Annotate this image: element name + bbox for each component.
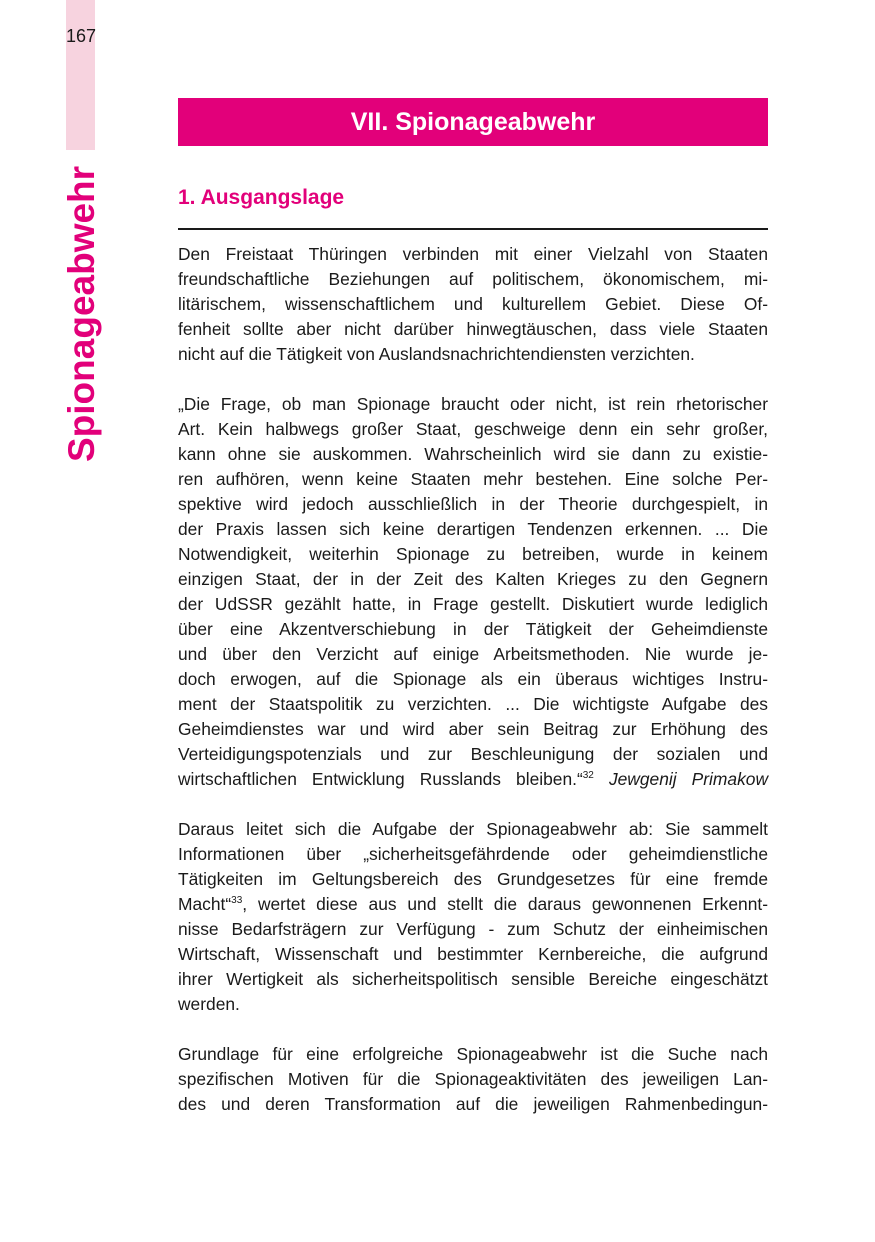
text-line: über eine Akzentverschiebung in der Tätigkeit der Geheimdienste [178, 619, 768, 639]
text-line: nicht auf die Tätigkeit von Auslandsnachrichtendiensten verzichten. [178, 344, 695, 364]
text-segment: , wertet diese aus und stellt die daraus gewonnenen Erkennt- [242, 894, 768, 914]
text-line: litärischem, wissenschaftlichem und kulturellem Gebiet. Diese Of- [178, 294, 768, 314]
paragraph-intro [178, 242, 768, 367]
paragraph-task [178, 817, 768, 1017]
text-line: Tätigkeiten im Geltungsbereich des Grundgesetzes für eine fremde [178, 869, 768, 889]
text-line: der UdSSR gezählt hatte, in Frage gestellt. Diskutiert wurde lediglich [178, 594, 768, 614]
text-line: Grundlage für eine erfolgreiche Spionageabwehr ist die Suche nach [178, 1044, 768, 1064]
text-line: doch erwogen, auf die Spionage als ein überaus wichtiges Instru- [178, 669, 768, 689]
paragraph-quote [178, 392, 768, 792]
footnote-marker: 32 [582, 770, 594, 782]
body-text [178, 242, 768, 1117]
text-line: einzigen Staat, der in der Zeit des Kalten Krieges zu den Gegnern [178, 569, 768, 589]
text-line-footnote [178, 892, 768, 917]
text-line: ihrer Wertigkeit als sicherheitspolitisch sensible Bereiche eingeschätzt [178, 969, 768, 989]
section-heading: 1. Ausgangslage [178, 186, 345, 209]
chapter-title: VII. Spionageabwehr [350, 107, 596, 136]
paragraph-basis [178, 1042, 768, 1117]
text-line: Den Freistaat Thüringen verbinden mit einer Vielzahl von Staaten [178, 244, 768, 264]
quote-author: Jewgenij Primakow [608, 769, 768, 789]
text-line: der Praxis lassen sich keine derartigen Tendenzen erkennen. ... Die [178, 519, 768, 539]
section-rule [178, 228, 768, 230]
quote-last-line [178, 767, 768, 792]
side-title: Spionageabwehr [61, 165, 102, 462]
page-number: 167 [66, 26, 97, 46]
text-line: ment der Staatspolitik zu verzichten. ... Die wichtigste Aufgabe des [178, 694, 768, 714]
text-line: Geheimdienstes war und wird aber sein Beitrag zur Erhöhung des [178, 719, 768, 739]
page-tab [66, 0, 95, 150]
text-line: freundschaftliche Beziehungen auf politischem, ökonomischem, mi- [178, 269, 768, 289]
text-line: „Die Frage, ob man Spionage braucht oder nicht, ist rein rhetorischer [178, 394, 768, 414]
text-line: ren aufhören, wenn keine Staaten mehr bestehen. Eine solche Per- [178, 469, 768, 489]
text-line: spektive wird jedoch ausschließlich in der Theorie durchgespielt, in [178, 494, 768, 514]
text-segment: wirtschaftlichen Entwicklung Russlands bleiben.“ [178, 769, 583, 789]
text-line: Wirtschaft, Wissenschaft und bestimmter Kernbereiche, die aufgrund [178, 944, 768, 964]
text-line: Verteidigungspotenzials und zur Beschleunigung der sozialen und [178, 744, 768, 764]
text-line: spezifischen Motiven für die Spionageaktivitäten des jeweiligen Lan- [178, 1069, 768, 1089]
chapter-title-bar [178, 98, 768, 146]
text-line: und über den Verzicht auf einige Arbeitsmethoden. Nie wurde je- [178, 644, 768, 664]
text-line: fenheit sollte aber nicht darüber hinwegtäuschen, dass viele Staaten [178, 319, 768, 339]
footnote-marker: 33 [231, 895, 243, 907]
text-segment: Macht“ [178, 894, 232, 914]
text-line: Informationen über „sicherheitsgefährdende oder geheimdienstliche [178, 844, 768, 864]
text-line: des und deren Transformation auf die jeweiligen Rahmenbedingun- [178, 1094, 768, 1114]
text-line: nisse Bedarfsträgern zur Verfügung - zum Schutz der einheimischen [178, 919, 768, 939]
text-line: Notwendigkeit, weiterhin Spionage zu betreiben, wurde in keinem [178, 544, 768, 564]
text-line: kann ohne sie auskommen. Wahrscheinlich wird sie dann zu existie- [178, 444, 768, 464]
text-line: werden. [178, 994, 240, 1014]
text-line: Daraus leitet sich die Aufgabe der Spionageabwehr ab: Sie sammelt [178, 819, 768, 839]
text-line: Art. Kein halbwegs großer Staat, geschweige denn ein sehr großer, [178, 419, 768, 439]
